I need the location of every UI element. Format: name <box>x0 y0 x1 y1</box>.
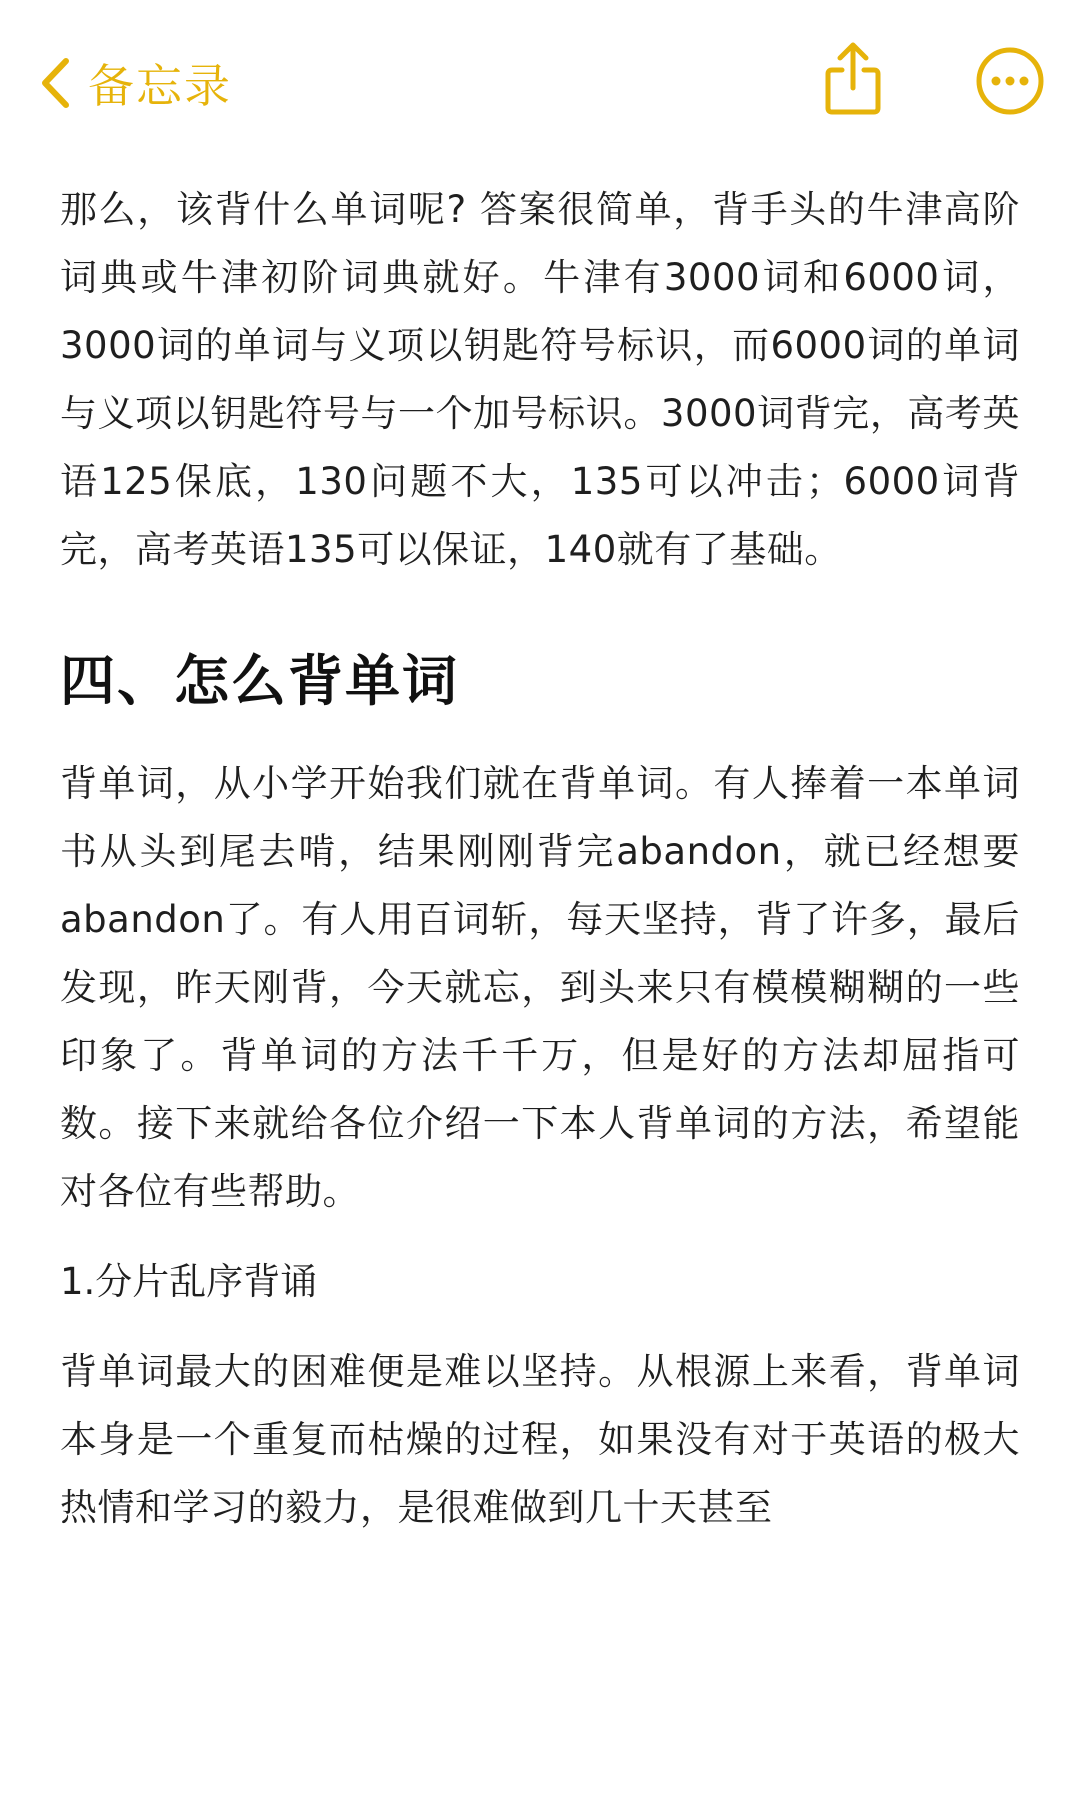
back-label: 备忘录 <box>88 59 232 113</box>
navigation-bar <box>0 0 1080 170</box>
subsection-heading: 1.分片乱序背诵 <box>60 1260 318 1303</box>
chevron-left-icon <box>40 57 70 109</box>
note-body[interactable] <box>60 176 1020 1542</box>
note-paragraph-2: 背单词，从小学开始我们就在背单词。有人捧着一本单词书从头到尾去啃，结果刚刚背完abandon，就已经想要abandon了。有人用百词斩，每天坚持，背了许多，最后发现，昨天刚背，今天就忘，到头来只有模模糊糊的一些印象了。背单词的方法千千万，但是好的方法却屈指可数。接下来就给各位介绍一下本人背单词的方法，希望能对各位有些帮助。 <box>60 762 1020 1213</box>
share-button[interactable] <box>820 40 886 116</box>
share-icon <box>820 101 886 120</box>
note-paragraph-1: 那么，该背什么单词呢? 答案很简单，背手头的牛津高阶词典或牛津初阶词典就好。牛津有3000词和6000词，3000词的单词与义项以钥匙符号标识，而6000词的单词与义项以钥匙符号与一个加号标识。3000词背完，高考英语125保底，130问题不大，135可以冲击；6000词背完，高考英语135可以保证，140就有了基础。 <box>60 188 1020 571</box>
note-paragraph-3: 背单词最大的困难便是难以坚持。从根源上来看，背单词本身是一个重复而枯燥的过程，如果没有对于英语的极大热情和学习的毅力，是很难做到几十天甚至 <box>60 1350 1020 1529</box>
section-heading: 四、怎么背单词 <box>60 649 460 713</box>
more-icon <box>975 101 1045 120</box>
more-button[interactable] <box>975 46 1045 116</box>
back-button[interactable] <box>40 48 232 118</box>
